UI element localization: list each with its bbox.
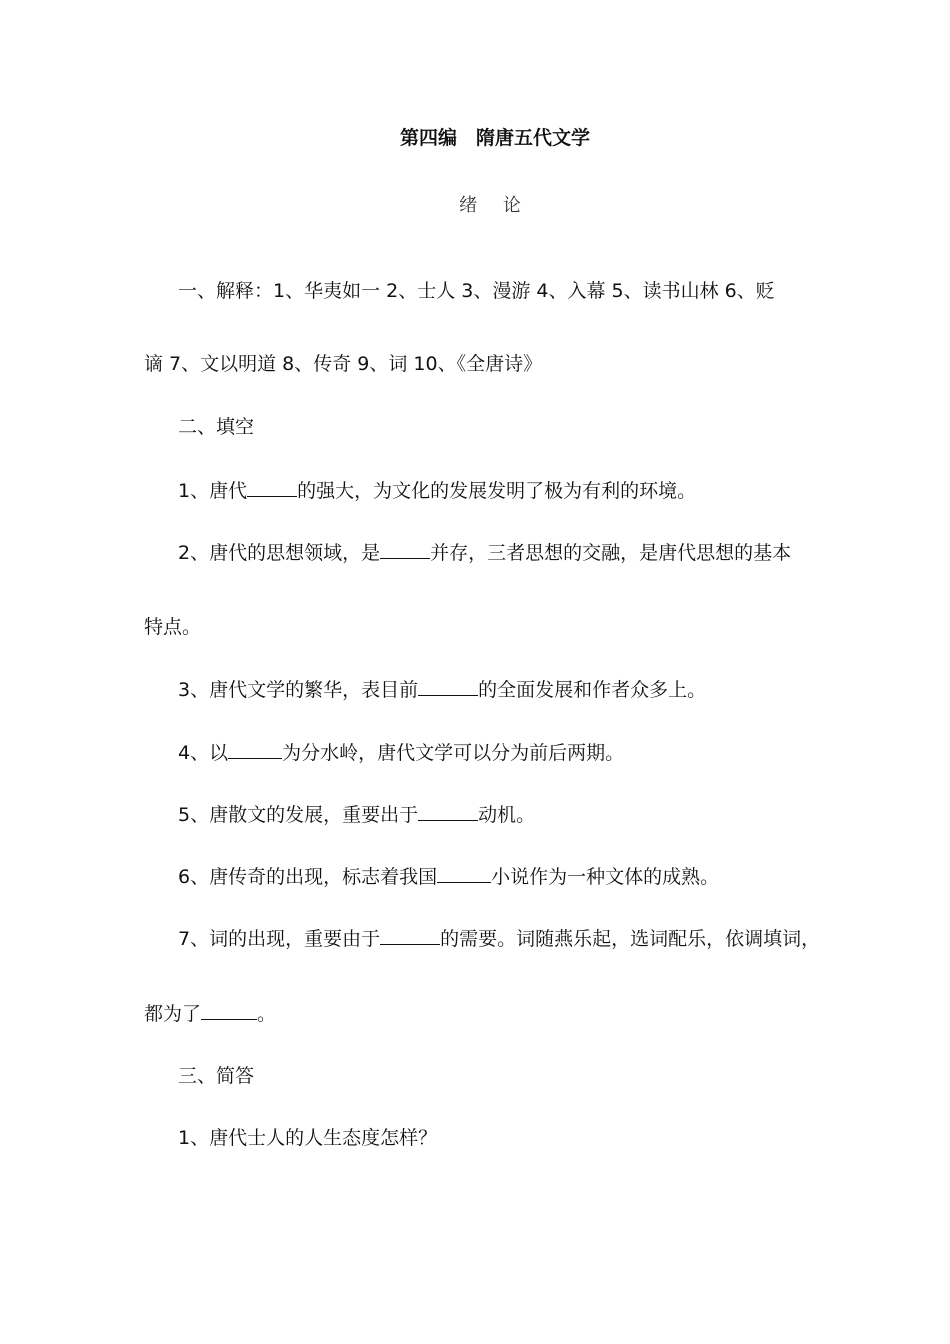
fill-question-6 [178,864,719,889]
question-text-pre: 5、唐散文的发展，重要出于 [178,804,419,826]
answer-blank [247,478,297,497]
answer-blank [437,864,491,883]
question-text-pre: 1、唐代 [178,480,248,502]
question-text-post: 。 [257,1003,277,1025]
document-title: 第四编 隋唐五代文学 [399,127,590,149]
question-text-pre: 7、词的出现，重要由于 [178,928,381,950]
answer-blank [201,1001,257,1020]
question-text-pre: 都为了 [144,1003,202,1025]
question-text-pre: 2、唐代的思想领域，是 [178,542,381,564]
answer-blank [228,740,282,759]
section3-heading: 三、简答 [178,1065,255,1087]
question-text-post: 小说作为一种文体的成熟。 [491,866,720,888]
question-text-pre: 3、唐代文学的繁华，表目前 [178,679,419,701]
short-answer-question-1: 1、唐代士人的人生态度怎样？ [178,1127,438,1149]
question-text-post: 并存，三者思想的交融，是唐代思想的基本 [430,542,792,564]
question-text-post: 的强大，为文化的发展发明了极为有利的环境。 [297,480,697,502]
fill-question-4 [178,740,624,765]
answer-blank [418,677,478,696]
section2-heading: 二、填空 [178,416,255,438]
answer-blank [380,926,440,945]
fill-question-5 [178,802,535,827]
answer-blank [380,540,430,559]
question-text-post: 动机。 [478,804,536,826]
section1-line2: 谪 7、文以明道 8、传奇 9、词 10、《全唐诗》 [144,353,543,375]
question-text-post: 的全面发展和作者众多上。 [478,679,707,701]
question-text-post: 的需要。词随燕乐起，选词配乐，依调填词， [440,928,821,950]
fill-question-3 [178,677,706,702]
fill-question-1 [178,478,696,503]
fill-question-7 [178,926,820,951]
question-text-post: 为分水岭，唐代文学可以分为前后两期。 [282,742,625,764]
question-text-pre: 4、以 [178,742,229,764]
fill-question-7-continuation [144,1001,276,1026]
section1-line1: 一、解释：1、华夷如一 2、士人 3、漫游 4、入幕 5、读书山林 6、贬 [178,280,775,302]
fill-question-2 [178,540,791,565]
fill-question-2-continuation: 特点。 [144,616,202,638]
answer-blank [418,802,478,821]
question-text-pre: 6、唐传奇的出现，标志着我国 [178,866,438,888]
document-subtitle: 绪 论 [459,195,531,216]
